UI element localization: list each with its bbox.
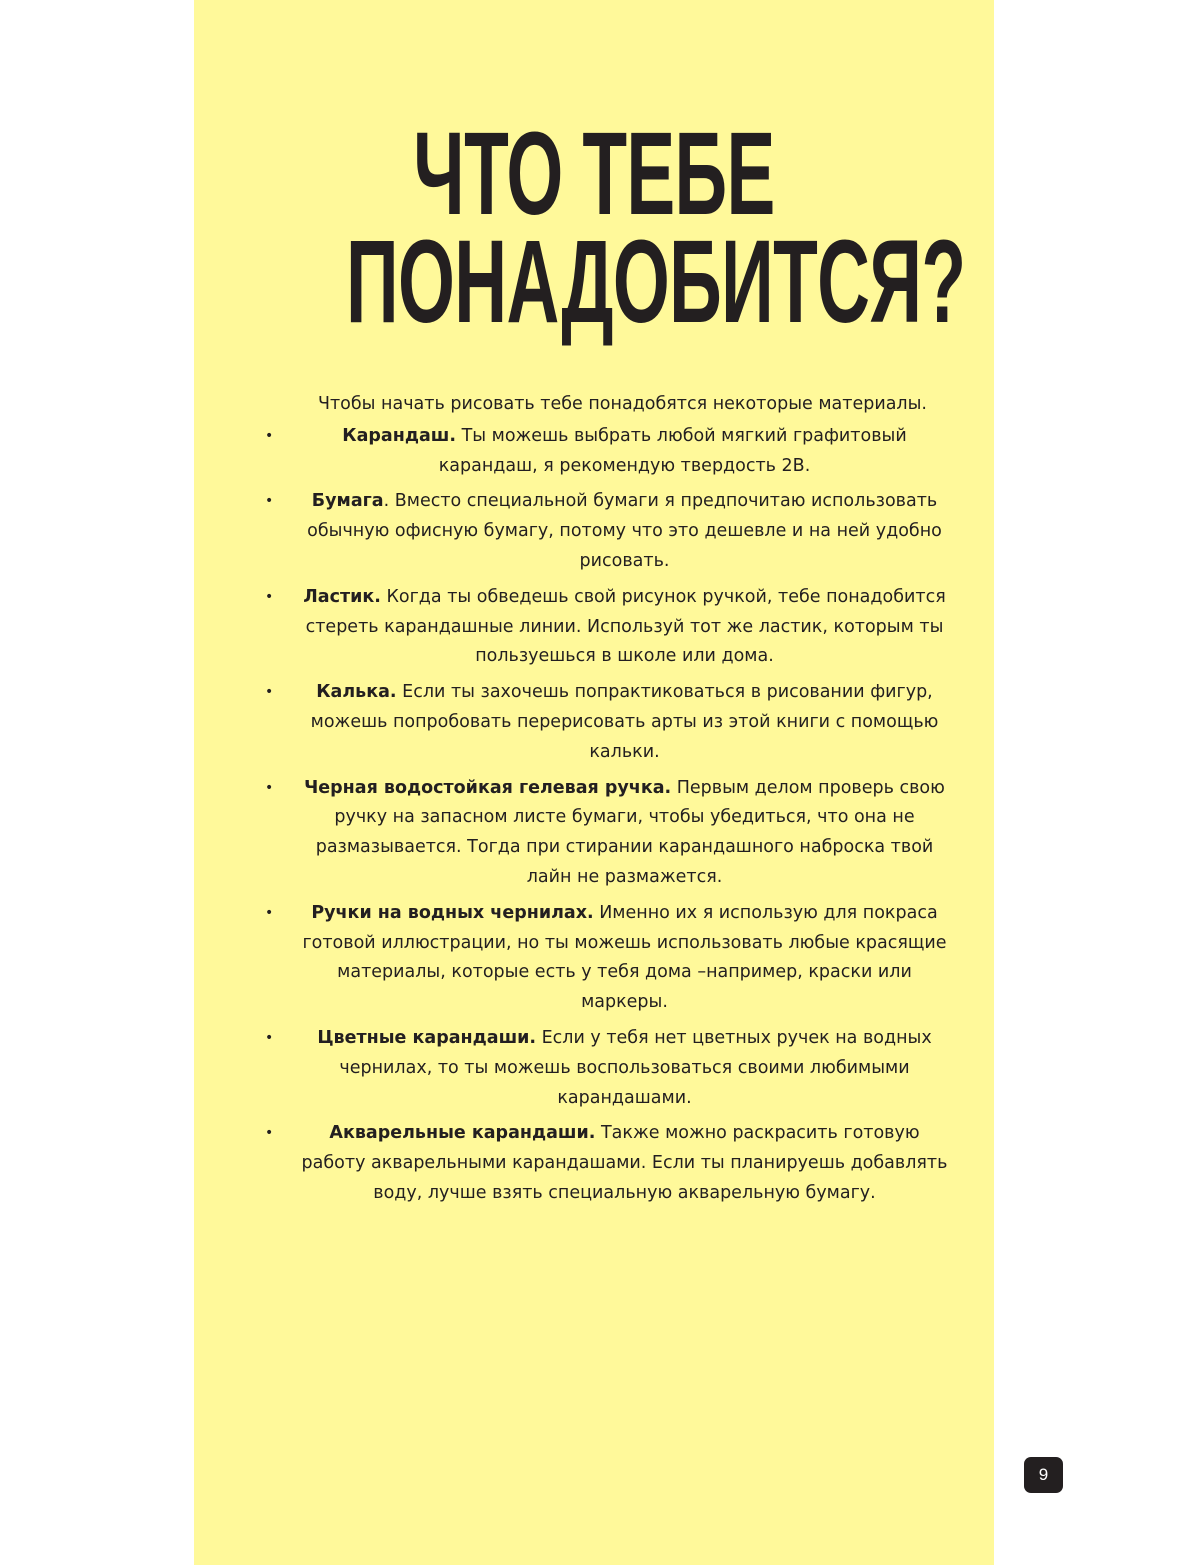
item-description: Первым делом проверь свою ручку на запасном листе бумаги, чтобы убедиться, что она не размазывается. Тогда при стирании карандашного наброска твой лайн не размажется. xyxy=(315,777,945,887)
materials-list xyxy=(255,422,990,1209)
list-item xyxy=(255,1119,990,1208)
item-description: . Вместо специальной бумаги я предпочитаю использовать обычную офисную бумагу, потому что это дешевле и на ней удобно рисовать. xyxy=(307,491,942,571)
item-description: Также можно раскрасить готовую работу акварельными карандашами. Если ты планируешь добавлять воду, лучше взять специальную акварельную бумагу. xyxy=(301,1123,948,1203)
list-item xyxy=(255,583,990,672)
list-item xyxy=(255,678,990,767)
bullet-icon: • xyxy=(265,427,274,444)
bullet-icon: • xyxy=(265,684,274,701)
item-description: Именно их я использую для покраса готовой иллюстрации, но ты можешь использовать любые красящие материалы, которые есть у тебя дома –например, краски или маркеры. xyxy=(302,902,947,1013)
item-description: Если ты захочешь попрактиковаться в рисовании фигур, можешь попробовать перерисовать арты из этой книги с помощью кальки. xyxy=(310,682,939,762)
bullet-icon: • xyxy=(265,493,274,510)
item-term: Ручки на водных чернилах. xyxy=(311,902,594,923)
item-term: Акварельные карандаши. xyxy=(329,1123,596,1144)
item-term: Черная водостойкая гелевая ручка. xyxy=(304,777,672,798)
list-item xyxy=(255,422,990,482)
item-term: Бумага xyxy=(311,491,384,512)
bullet-icon: • xyxy=(265,1029,274,1046)
item-description: Когда ты обведешь свой рисунок ручкой, тебе понадобится стереть карандашные линии. Используй тот же ластик, которым ты пользуешься в школе или дома. xyxy=(305,586,946,667)
item-term: Ластик. xyxy=(303,586,381,607)
materials-content xyxy=(255,390,990,1215)
page-title-line-2: ПОНАДОБИТСЯ? xyxy=(346,216,966,348)
list-item xyxy=(255,899,990,1018)
bullet-icon: • xyxy=(265,779,274,796)
item-term: Цветные карандаши. xyxy=(317,1027,537,1048)
item-term: Калька. xyxy=(316,682,397,703)
list-item xyxy=(255,774,990,893)
item-description: Если у тебя нет цветных ручек на водных чернилах, то ты можешь воспользоваться своими любимыми карандашами. xyxy=(339,1027,932,1108)
bullet-icon: • xyxy=(265,588,274,605)
list-item xyxy=(255,487,990,576)
intro-text: Чтобы начать рисовать тебе понадобятся некоторые материалы. xyxy=(317,394,927,414)
bullet-icon: • xyxy=(265,1125,274,1142)
item-description: Ты можешь выбрать любой мягкий графитовый карандаш, я рекомендую твердость 2B. xyxy=(438,425,907,476)
bullet-icon: • xyxy=(265,904,274,921)
list-item xyxy=(255,1024,990,1113)
page-number-badge: 9 xyxy=(1024,1457,1063,1493)
item-term: Карандаш. xyxy=(342,425,456,446)
page-title-line-1: ЧТО ТЕБЕ xyxy=(413,108,775,240)
page-title xyxy=(194,108,994,348)
